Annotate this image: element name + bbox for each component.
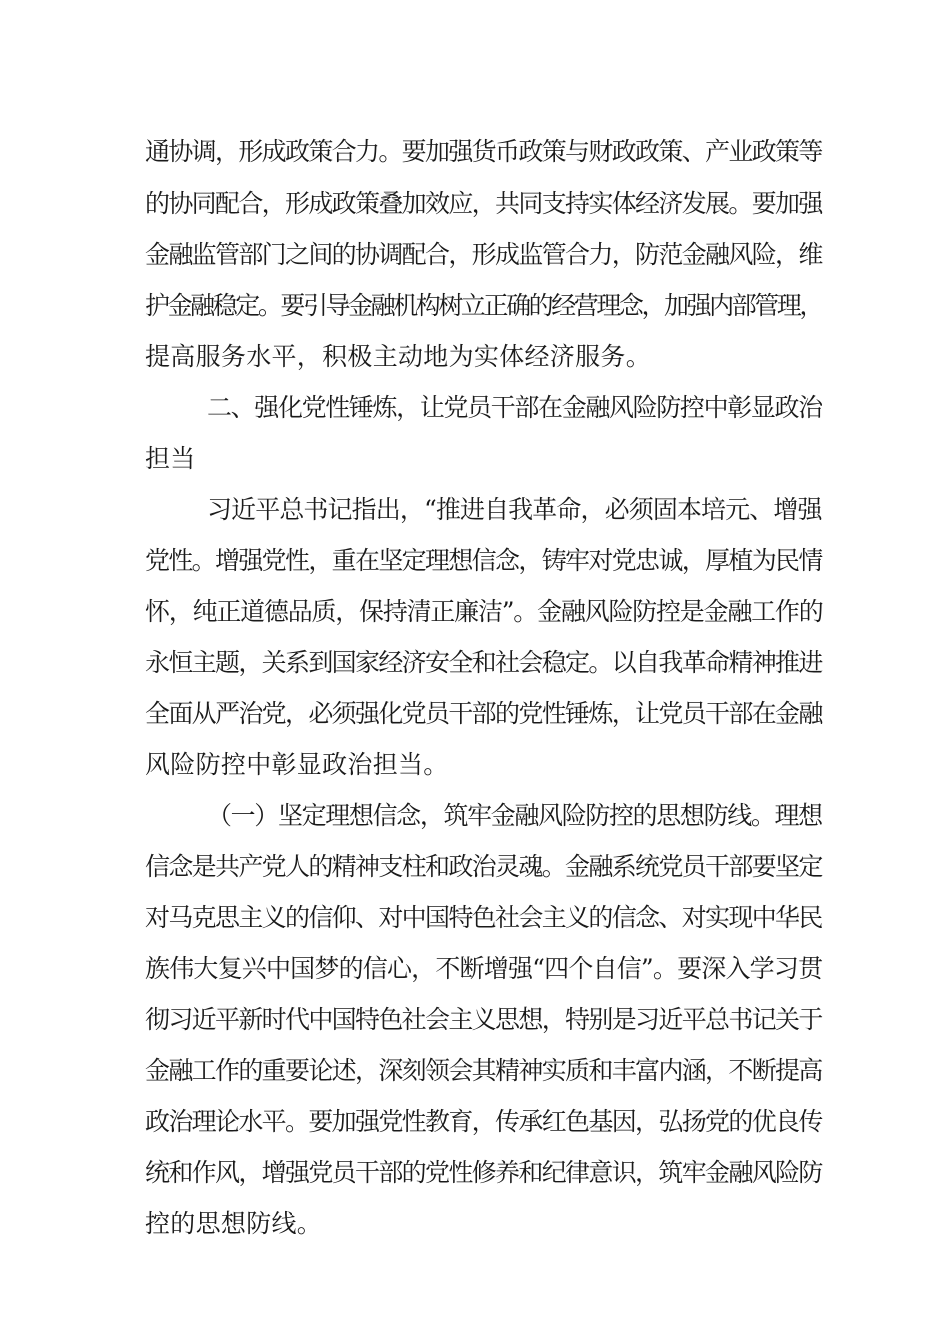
paragraph-line: 党性。增强党性，重在坚定理想信念，铸牢对党忠诚，厚植为民情	[145, 546, 822, 575]
paragraph-line: 族伟大复兴中国梦的信心，不断增强“四个自信”。要深入学习贯	[145, 954, 823, 983]
paragraph-line: 政治理论水平。要加强党性教育，传承红色基因，弘扬党的优良传	[145, 1107, 822, 1136]
paragraph-line: 彻习近平新时代中国特色社会主义思想，特别是习近平总书记关于	[145, 1005, 822, 1034]
paragraph-line: 金融工作的重要论述，深刻领会其精神实质和丰富内涵，不断提高	[145, 1056, 822, 1085]
paragraph-line: 习近平总书记指出，“推进自我革命，必须固本培元、增强	[207, 495, 822, 524]
paragraph-line: 提高服务水平，积极主动地为实体经济服务。	[145, 342, 652, 371]
subsection-heading: （一）坚定理想信念，筑牢金融风险防控的思想防线。理想	[207, 801, 822, 830]
paragraph-line: 全面从严治党，必须强化党员干部的党性锤炼，让党员干部在金融	[145, 699, 822, 728]
paragraph-line: 永恒主题，关系到国家经济安全和社会稳定。以自我革命精神推进	[145, 648, 822, 677]
paragraph-line: 统和作风，增强党员干部的党性修养和纪律意识，筑牢金融风险防	[145, 1158, 822, 1187]
paragraph-line: 控的思想防线。	[145, 1209, 323, 1238]
paragraph-line: 的协同配合，形成政策叠加效应，共同支持实体经济发展。要加强	[145, 189, 822, 218]
paragraph-line: 风险防控中彰显政治担当。	[145, 750, 449, 779]
paragraph-line: 信念是共产党人的精神支柱和政治灵魂。金融系统党员干部要坚定	[145, 852, 822, 881]
section-heading: 二、强化党性锤炼，让党员干部在金融风险防控中彰显政治	[207, 393, 822, 422]
paragraph-line: 怀，纯正道德品质，保持清正廉洁”。金融风险防控是金融工作的	[145, 597, 823, 626]
section-heading-continued: 担当	[145, 444, 196, 473]
paragraph-line: 护金融稳定。要引导金融机构树立正确的经营理念，加强内部管理，	[145, 291, 823, 320]
paragraph-line: 金融监管部门之间的协调配合，形成监管合力，防范金融风险，维	[145, 240, 822, 269]
paragraph-line: 通协调，形成政策合力。要加强货币政策与财政政策、产业政策等	[145, 137, 822, 166]
paragraph-line: 对马克思主义的信仰、对中国特色社会主义的信念、对实现中华民	[145, 903, 822, 932]
